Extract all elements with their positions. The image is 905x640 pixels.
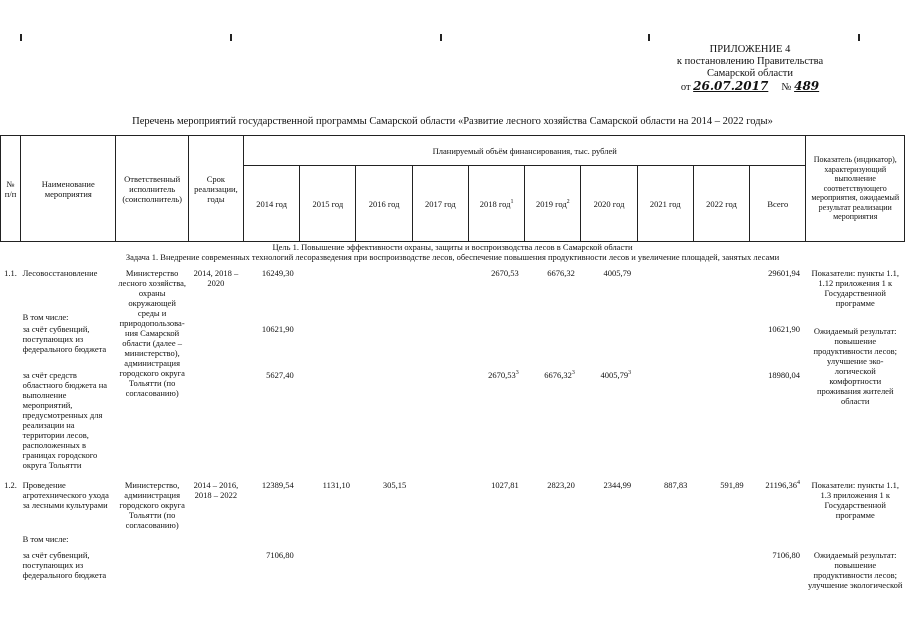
table-row xyxy=(1,476,905,534)
total-cell: 29601,94 xyxy=(768,268,800,278)
year-header: 2016 год xyxy=(356,166,412,242)
year-header: 2014 год xyxy=(244,166,300,242)
value-cell: 305,15 xyxy=(382,480,407,490)
value-cell xyxy=(693,550,749,600)
appendix-line-1: ПРИЛОЖЕНИЕ 4 xyxy=(709,44,791,55)
number-prefix: № xyxy=(781,82,792,93)
row-name: Лесовосстановление xyxy=(22,268,98,278)
measures-table xyxy=(0,135,905,600)
value-cell: 591,89 xyxy=(720,480,744,490)
value-cell: 2670,53$^3$ xyxy=(488,370,519,380)
row-number: 1.2. xyxy=(4,480,17,490)
year-header: 2020 год xyxy=(581,166,637,242)
header-executor: Ответственный исполнитель (соисполнитель) xyxy=(116,136,188,242)
header-term: Срок реализации, годы xyxy=(188,136,243,242)
row-number: 1.1. xyxy=(4,268,17,278)
value-cell xyxy=(300,370,356,476)
total-cell: 18980,04 xyxy=(768,370,800,380)
value-cell: 2670,53 xyxy=(491,268,519,278)
value-cell xyxy=(412,476,468,534)
scan-mark xyxy=(230,34,232,41)
header-indicator: Показатель (индикатор), характеризующий выполнение соответствующего мероприятия, ожидаемый результат реализации мероприятия xyxy=(806,136,905,242)
row-executor: Министерство лесного хозяйства, охраны окружающей среды и природопользова-ния Самарской области (далее – министерство), администрация городского округа Тольятти (по согласованию) xyxy=(118,268,186,398)
value-cell xyxy=(356,370,412,476)
year-header: 2017 год xyxy=(412,166,468,242)
handwritten-date: 26.07.2017 xyxy=(693,79,769,93)
total-cell: 21196,36$^4$ xyxy=(765,480,800,490)
value-cell xyxy=(412,370,468,476)
row-subtitle: В том числе: xyxy=(22,312,69,322)
appendix-date-line xyxy=(660,80,840,94)
row-result: Ожидаемый результат: повышение продуктивности лесов; улучшение экологической xyxy=(807,550,903,590)
value-cell xyxy=(300,262,356,308)
goal-row: Цель 1. Повышение эффективности охраны, защиты и воспроизводства лесов в Самарской области xyxy=(272,242,633,252)
scan-mark xyxy=(858,34,860,41)
value-cell: 6676,32 xyxy=(547,268,575,278)
value-cell: 1027,81 xyxy=(491,480,519,490)
value-cell: 10621,90 xyxy=(261,324,294,334)
row-sub-name: за счёт средств областного бюджета на выполнение мероприятий, предусмотренных для реализации на территории лесов, расположенных в границах городского округа Тольятти xyxy=(22,370,108,470)
value-cell xyxy=(637,324,693,370)
year-header: 2015 год xyxy=(300,166,356,242)
document-title: Перечень мероприятий государственной программы Самарской области «Развитие лесного хозяйства Самарской области на 2014 – 2022 годы» xyxy=(132,116,773,127)
value-cell xyxy=(412,550,468,600)
row-term: 2014, 2018 – 2020 xyxy=(193,268,239,288)
value-cell xyxy=(525,550,581,600)
value-cell xyxy=(637,550,693,600)
value-cell xyxy=(356,324,412,370)
year-header: 2021 год xyxy=(637,166,693,242)
scan-mark xyxy=(440,34,442,41)
value-cell xyxy=(693,324,749,370)
value-cell xyxy=(412,324,468,370)
row-term: 2014 – 2016, 2018 – 2022 xyxy=(193,480,239,500)
row-executor: Министерство, администрация городского округа Тольятти (по согласованию) xyxy=(119,480,185,530)
year-header: 2022 год xyxy=(693,166,749,242)
value-cell xyxy=(468,324,524,370)
total-cell: 7106,80 xyxy=(772,550,800,560)
value-cell xyxy=(300,324,356,370)
appendix-line-2: к постановлению Правительства xyxy=(676,56,824,67)
row-result: Ожидаемый результат: повышение продуктивности лесов; улучшение эко-логической комфортности проживания жителей области xyxy=(813,326,897,406)
value-cell: 16249,30 xyxy=(261,268,294,278)
row-name: Проведение агротехнического ухода за лесными культурами xyxy=(22,480,109,510)
appendix-block xyxy=(660,44,840,94)
value-cell: 7106,80 xyxy=(266,550,294,560)
row-indicator: Показатели: пункты 1.1, 1.12 приложения 1 к Государственной программе xyxy=(811,268,899,308)
value-cell xyxy=(637,370,693,476)
value-cell xyxy=(637,262,693,308)
value-cell: 4005,79 xyxy=(603,268,632,278)
year-header: 2019 год$^2$ xyxy=(525,166,581,242)
value-cell xyxy=(356,262,412,308)
row-sub-name: за счёт субвенций, поступающих из федерального бюджета xyxy=(22,550,107,580)
year-header: 2018 год$^1$ xyxy=(468,166,524,242)
scan-mark xyxy=(20,34,22,41)
row-sub-name: за счёт субвенций, поступающих из федерального бюджета xyxy=(22,324,107,354)
scan-mark xyxy=(648,34,650,41)
total-cell: 10621,90 xyxy=(768,324,800,334)
value-cell xyxy=(412,262,468,308)
handwritten-number: 489 xyxy=(794,79,820,93)
value-cell xyxy=(581,324,637,370)
value-cell xyxy=(468,550,524,600)
task-row: Задача 1. Внедрение современных технологий лесоразведения при воспроизводстве лесов, обеспечение повышения продуктивности лесов и увеличение площадей, занятых лесами xyxy=(125,252,780,262)
value-cell: 6676,32$^3$ xyxy=(544,370,575,380)
value-cell xyxy=(581,550,637,600)
header-num: № п/п xyxy=(1,136,21,242)
value-cell: 4005,79$^3$ xyxy=(600,370,632,380)
value-cell xyxy=(525,324,581,370)
row-subtitle: В том числе: xyxy=(22,534,69,544)
appendix-line-3: Самарской области xyxy=(707,68,793,79)
value-cell: 2823,20 xyxy=(547,480,575,490)
value-cell xyxy=(300,550,356,600)
value-cell xyxy=(693,262,749,308)
value-cell: 5627,40 xyxy=(266,370,294,380)
value-cell: 12389,54 xyxy=(261,480,294,490)
total-header: Всего xyxy=(750,166,806,242)
date-prefix: от xyxy=(680,82,691,93)
row-indicator: Показатели: пункты 1.1, 1.3 приложения 1 к Государственной программе xyxy=(811,480,899,520)
table-row xyxy=(1,262,905,308)
header-funding: Планируемый объём финансирования, тыс. рублей xyxy=(244,136,806,166)
header-name: Наименование мероприятия xyxy=(21,136,116,242)
value-cell xyxy=(356,550,412,600)
value-cell: 2344,99 xyxy=(603,480,632,490)
value-cell: 887,83 xyxy=(664,480,688,490)
value-cell: 1131,10 xyxy=(322,480,350,490)
value-cell xyxy=(693,370,749,476)
